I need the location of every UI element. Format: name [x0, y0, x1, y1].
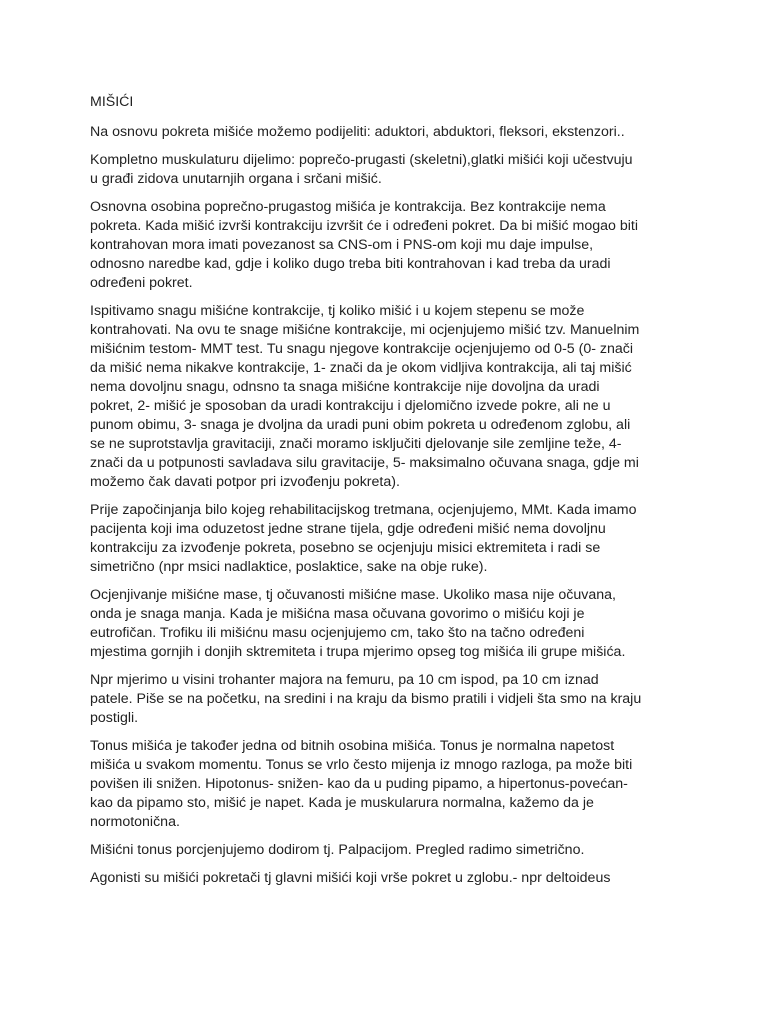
- text-line: znači da u potpunosti savladava silu gravitacije, 5- maksimalno očuvana snaga, gdje mi: [90, 455, 639, 471]
- text-line: mjestima gornjih i donjih sktremiteta i trupa mjerimo opseg tog mišića ili grupe mišića.: [90, 644, 626, 660]
- text-line: u građi zidova unutarnjih organa i srčani mišić.: [90, 171, 382, 187]
- paragraph: [90, 671, 730, 728]
- text-line: postigli.: [90, 710, 139, 726]
- text-line: kao da pipamo sto, mišić je napet. Kada je muskularura normalna, kažemo da je: [90, 795, 594, 811]
- paragraph: [90, 841, 730, 860]
- text-line: Ispitivamo snagu mišićne kontrakcije, tj koliko mišić i u kojem stepenu se može: [90, 303, 585, 319]
- paragraph: [90, 198, 730, 293]
- paragraph: [90, 123, 730, 142]
- paragraph: [90, 869, 730, 888]
- text-line: Ocjenjivanje mišićne mase, tj očuvanosti mišićne mase. Ukoliko masa nije očuvana,: [90, 587, 616, 603]
- document-title: MIŠIĆI: [90, 94, 134, 110]
- text-line: povišen ili snižen. Hipotonus- snižen- kao da u puding pipamo, a hipertonus-povećan-: [90, 776, 628, 792]
- text-line: simetrično (npr msici nadlaktice, poslaktice, sake na obje ruke).: [90, 559, 488, 575]
- document-body: [90, 93, 730, 897]
- text-line: kontrahovan mora imati povezanost sa CNS-om i PNS-om koji mu daje impulse,: [90, 237, 594, 253]
- text-line: Npr mjerimo u visini trohanter majora na femuru, pa 10 cm ispod, pa 10 cm iznad: [90, 672, 599, 688]
- text-line: pokret, 2- mišić je sposoban da uradi kontrakciju i djelomično izvede pokre, ali ne u: [90, 398, 611, 414]
- paragraph: [90, 501, 730, 577]
- text-line: eutrofičan. Trofiku ili mišićnu masu ocjenjujemo cm, tako što na tačno određeni: [90, 625, 585, 641]
- text-line: odnosno naredbe kad, gdje i koliko dugo treba biti kontrahovan i kad treba da uradi: [90, 256, 611, 272]
- text-line: Mišićni tonus porcjenjujemo dodirom tj. Palpacijom. Pregled radimo simetrično.: [90, 842, 585, 858]
- text-line: Prije započinjanja bilo kojeg rehabilitacijskog tretmana, ocjenjujemo, MMt. Kada imamo: [90, 502, 637, 518]
- paragraph: [90, 151, 730, 189]
- text-line: kontrakciju za izvođenje pokreta, posebno se ocjenjuju misici ektremiteta i radi se: [90, 540, 601, 556]
- text-line: kontrahovati. Na ovu te snage mišićne kontrakcije, mi ocjenjujemo mišić tzv. Manuelnim: [90, 322, 640, 338]
- paragraph-list: [90, 123, 730, 888]
- text-line: mišićnim testom- MMT test. Tu snagu njegove kontrakcije ocjenjujemo od 0-5 (0- znači: [90, 341, 634, 357]
- text-line: Na osnovu pokreta mišiće možemo podijeliti: aduktori, abduktori, fleksori, ekstenzori..: [90, 124, 625, 140]
- text-line: pokreta. Kada mišić izvrši kontrakciju izvršit će i određeni pokret. Da bi mišić mogao biti: [90, 218, 638, 234]
- paragraph: [90, 586, 730, 662]
- paragraph: [90, 302, 730, 492]
- text-line: patele. Piše se na početku, na sredini i na kraju da bismo pratili i vidjeli šta smo na kraju: [90, 691, 642, 707]
- text-line: da mišić nema nikakve kontrakcije, 1- znači da je okom vidljiva kontrakcija, ali taj mišić: [90, 360, 632, 376]
- text-line: Kompletno muskulaturu dijelimo: poprečo-prugasti (skeletni),glatki mišići koji učestvuju: [90, 152, 633, 168]
- text-line: pacijenta koji ima oduzetost jedne strane tijela, gdje određeni mišić nema dovoljnu: [90, 521, 606, 537]
- text-line: onda je snaga manja. Kada je mišićna masa očuvana govorimo o mišiću koji je: [90, 606, 585, 622]
- text-line: možemo čak davati potpor pri izvođenju pokreta).: [90, 474, 400, 490]
- text-line: Agonisti su mišići pokretači tj glavni mišići koji vrše pokret u zglobu.- npr deltoideus: [90, 870, 611, 886]
- text-line: Osnovna osobina poprečno-prugastog mišića je kontrakcija. Bez kontrakcije nema: [90, 199, 606, 215]
- text-line: punom obimu, 3- snaga je dvoljna da uradi puni obim pokreta u određenom zglobu, ali: [90, 417, 631, 433]
- paragraph: [90, 737, 730, 832]
- text-line: određeni pokret.: [90, 275, 193, 291]
- text-line: normotonična.: [90, 814, 180, 830]
- text-line: mišića u svakom momentu. Tonus se vrlo često mijenja iz mnogo razloga, pa može biti: [90, 757, 633, 773]
- text-line: se ne suprotstavlja gravitaciji, znači moramo isključiti djelovanje sile zemljine teže, 4-: [90, 436, 622, 452]
- text-line: nema dovoljnu snagu, odnsno ta snaga mišićne kontrakcije nije dovoljna da uradi: [90, 379, 600, 395]
- text-line: Tonus mišića je također jedna od bitnih osobina mišića. Tonus je normalna napetost: [90, 738, 615, 754]
